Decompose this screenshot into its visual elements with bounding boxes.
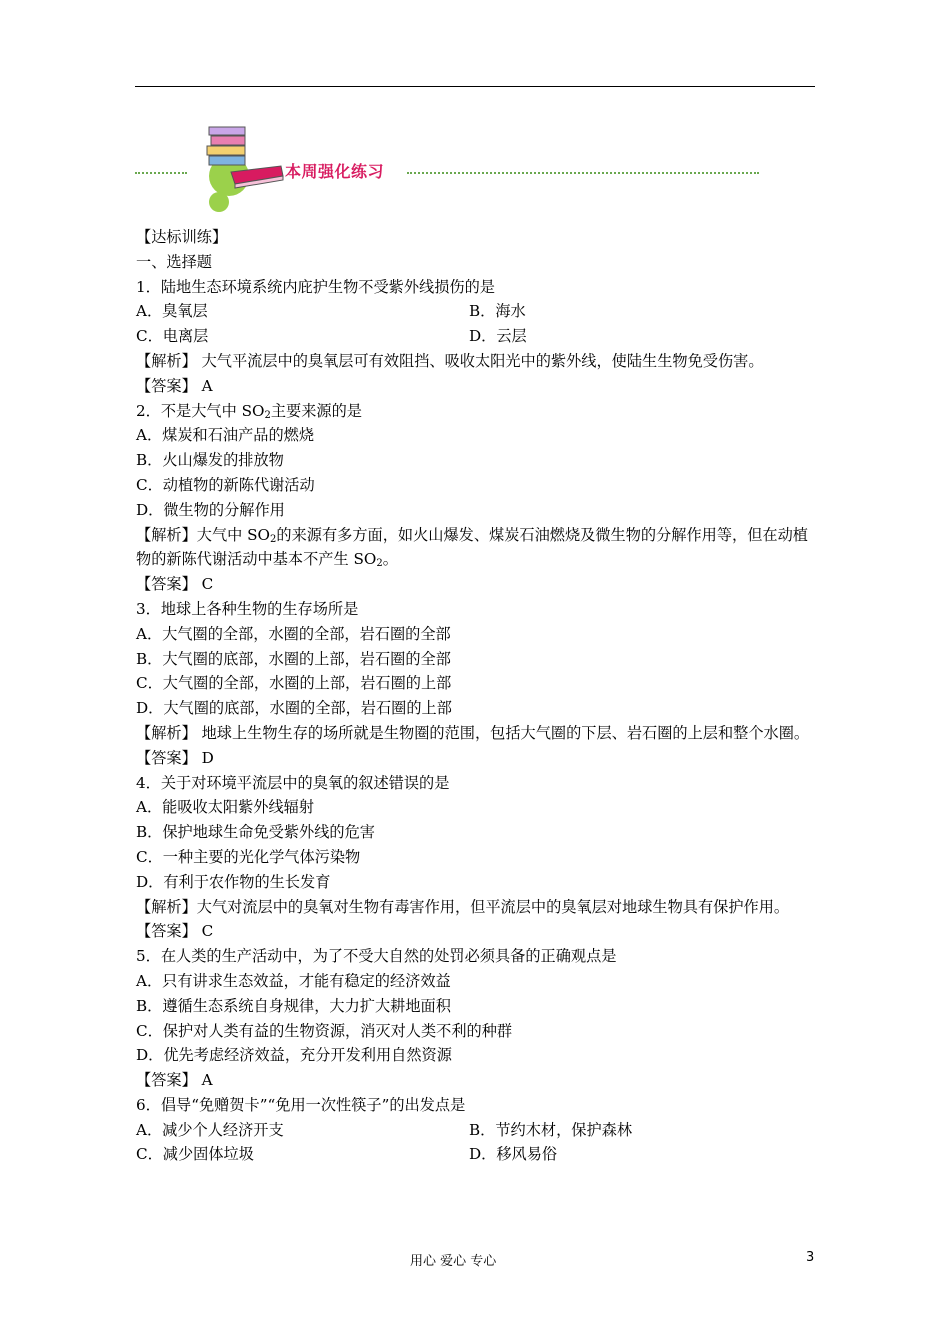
analysis: 【解析】 大气平流层中的臭氧层可有效阻挡、吸收太阳光中的紫外线，使陆生生物免受伤害。 (136, 351, 764, 370)
option-a: A．臭氧层 (136, 302, 208, 321)
analysis-text: 。 (382, 550, 398, 569)
question-stem: 5．在人类的生产活动中，为了不受大自然的处罚必须具备的正确观点是 (136, 947, 617, 966)
option-row (136, 1118, 820, 1143)
banner-dotted-line-left (135, 172, 187, 174)
option-a: A．煤炭和石油产品的燃烧 (136, 426, 315, 445)
option-d: D．云层 (469, 327, 527, 346)
option-a: A．只有讲求生态效益，才能有稳定的经济效益 (136, 971, 451, 990)
option-b: B．火山爆发的排放物 (136, 451, 284, 470)
section-heading: 【达标训练】 (136, 228, 228, 246)
analysis: 【解析】 地球上生物生存的场所就是生物圈的范围，包括大气圈的下层、岩石圈的上层和整个水圈。 (136, 723, 810, 742)
option-row (136, 324, 820, 349)
option-b: B．遵循生态系统自身规律，大力扩大耕地面积 (136, 996, 451, 1015)
option-a: A．大气圈的全部，水圈的全部，岩石圈的全部 (136, 624, 451, 643)
part-heading: 一、选择题 (136, 252, 212, 271)
option-a: A．减少个人经济开支 (136, 1120, 284, 1139)
option-c: C．一种主要的光化学气体污染物 (136, 847, 361, 866)
document-body (136, 225, 820, 1167)
option-d: D．移风易俗 (469, 1145, 558, 1164)
option-d: D．微生物的分解作用 (136, 500, 285, 519)
option-row (136, 299, 820, 324)
header-rule (135, 86, 815, 87)
question-stem: 6．倡导“免赠贺卡”“免用一次性筷子”的出发点是 (136, 1095, 466, 1114)
question-stem: 1．陆地生态环境系统内庇护生物不受紫外线损伤的是 (136, 277, 495, 296)
option-d: D．有利于农作物的生长发育 (136, 872, 331, 891)
option-b: B．大气圈的底部，水圈的上部，岩石圈的全部 (136, 649, 451, 668)
option-b: B．保护地球生命免受紫外线的危害 (136, 823, 375, 842)
analysis: 【解析】大气对流层中的臭氧对生物有毒害作用，但平流层中的臭氧层对地球生物具有保护作用。 (136, 897, 790, 916)
books-icon (195, 122, 285, 217)
stem-text: 主要来源的是 (270, 401, 362, 420)
banner-dotted-line-right (407, 172, 759, 174)
subscript: 2 (376, 558, 383, 570)
stem-text: 2．不是大气中 SO (136, 401, 265, 420)
option-c: C．减少固体垃圾 (136, 1145, 254, 1164)
answer: 【答案】 D (136, 748, 214, 767)
option-d: D．优先考虑经济效益，充分开发利用自然资源 (136, 1046, 452, 1065)
banner-title: 本周强化练习 (285, 162, 385, 181)
section-banner (135, 122, 765, 217)
footer-motto: 用心 爱心 专心 (410, 1254, 497, 1269)
option-row (136, 1142, 820, 1167)
analysis-text: 【解析】大气中 SO (136, 525, 270, 544)
answer: 【答案】 C (136, 575, 214, 594)
option-c: C．大气圈的全部，水圈的上部，岩石圈的上部 (136, 674, 452, 693)
question-stem (136, 399, 820, 424)
answer: 【答案】 A (136, 1071, 213, 1090)
analysis (136, 523, 820, 573)
question-stem: 3．地球上各种生物的生存场所是 (136, 599, 359, 618)
subscript: 2 (270, 533, 277, 545)
question-stem: 4．关于对环境平流层中的臭氧的叙述错误的是 (136, 773, 450, 792)
option-a: A．能吸收太阳紫外线辐射 (136, 798, 315, 817)
option-c: C．动植物的新陈代谢活动 (136, 475, 315, 494)
option-c: C．电离层 (136, 327, 209, 346)
page-number: 3 (806, 1250, 815, 1265)
option-b: B．海水 (469, 302, 526, 321)
answer: 【答案】 A (136, 376, 213, 395)
answer: 【答案】 C (136, 922, 214, 941)
option-c: C．保护对人类有益的生物资源，消灭对人类不利的种群 (136, 1021, 513, 1040)
option-b: B．节约木材，保护森林 (469, 1120, 633, 1139)
subscript: 2 (264, 409, 271, 421)
analysis-text: 的来源有多方面，如火山爆发、煤炭石油燃烧及微生物的分解作用等，但在动植物的新陈代谢活动中基本不产生 SO (136, 525, 808, 569)
option-d: D．大气圈的底部，水圈的全部，岩石圈的上部 (136, 699, 452, 718)
